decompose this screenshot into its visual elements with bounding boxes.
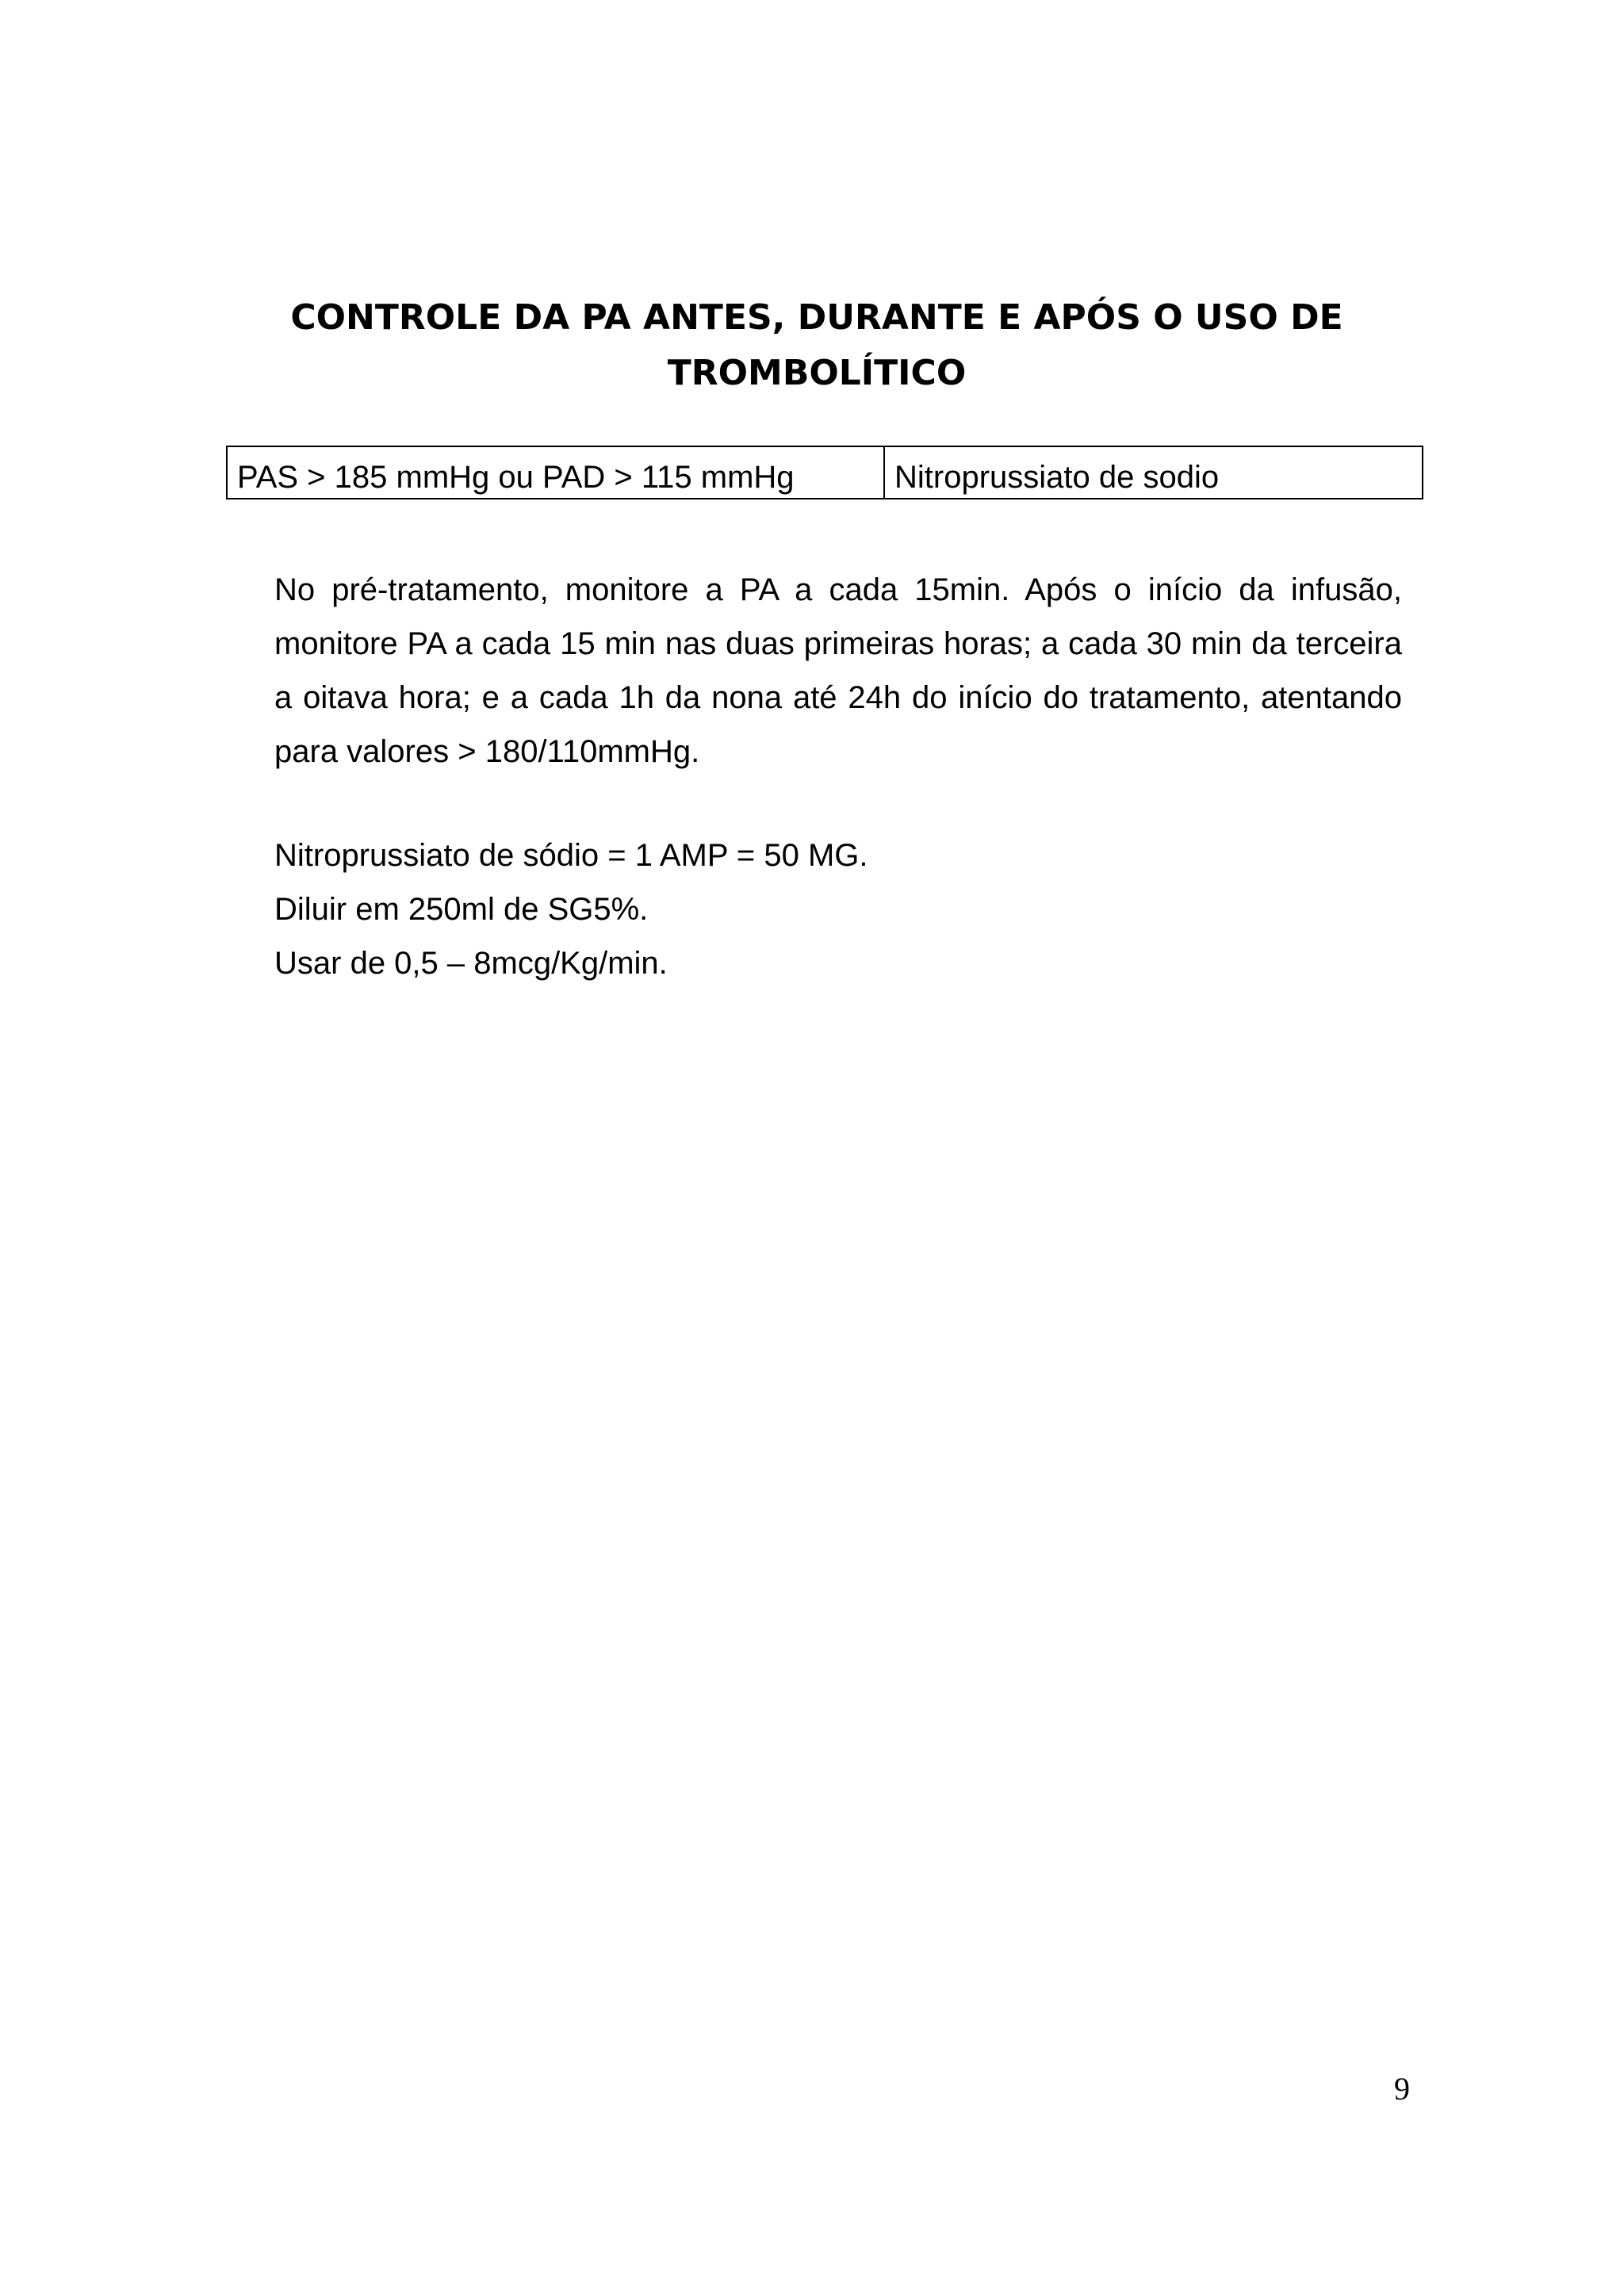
table-cell-condition: PAS > 185 mmHg ou PAD > 115 mmHg	[227, 446, 884, 499]
dosage-line-rate: Usar de 0,5 – 8mcg/Kg/min.	[274, 946, 668, 981]
blood-pressure-table	[226, 446, 1423, 499]
table-row	[227, 446, 1423, 499]
page-title-line-1: CONTROLE DA PA ANTES, DURANTE E APÓS O USO DE	[290, 297, 1343, 338]
dosage-block	[274, 828, 1402, 990]
page-title	[222, 290, 1411, 401]
table-cell-drug: Nitroprussiato de sodio	[884, 446, 1423, 499]
dosage-line-ampoule: Nitroprussiato de sódio = 1 AMP = 50 MG.	[274, 838, 868, 873]
dosage-line-dilution: Diluir em 250ml de SG5%.	[274, 892, 649, 927]
monitoring-paragraph: No pré-tratamento, monitore a PA a cada 15min. Após o início da infusão, monitore PA a cada 15 min nas duas primeiras horas; a cada 30 min da terceira a oitava hora; e a cada 1h da nona até 24h do início do tratamento, atentando para valores > 180/110mmHg.	[274, 572, 1402, 769]
page-number: 9	[1394, 2071, 1410, 2107]
page-title-line-2: TROMBOLÍTICO	[667, 353, 967, 393]
